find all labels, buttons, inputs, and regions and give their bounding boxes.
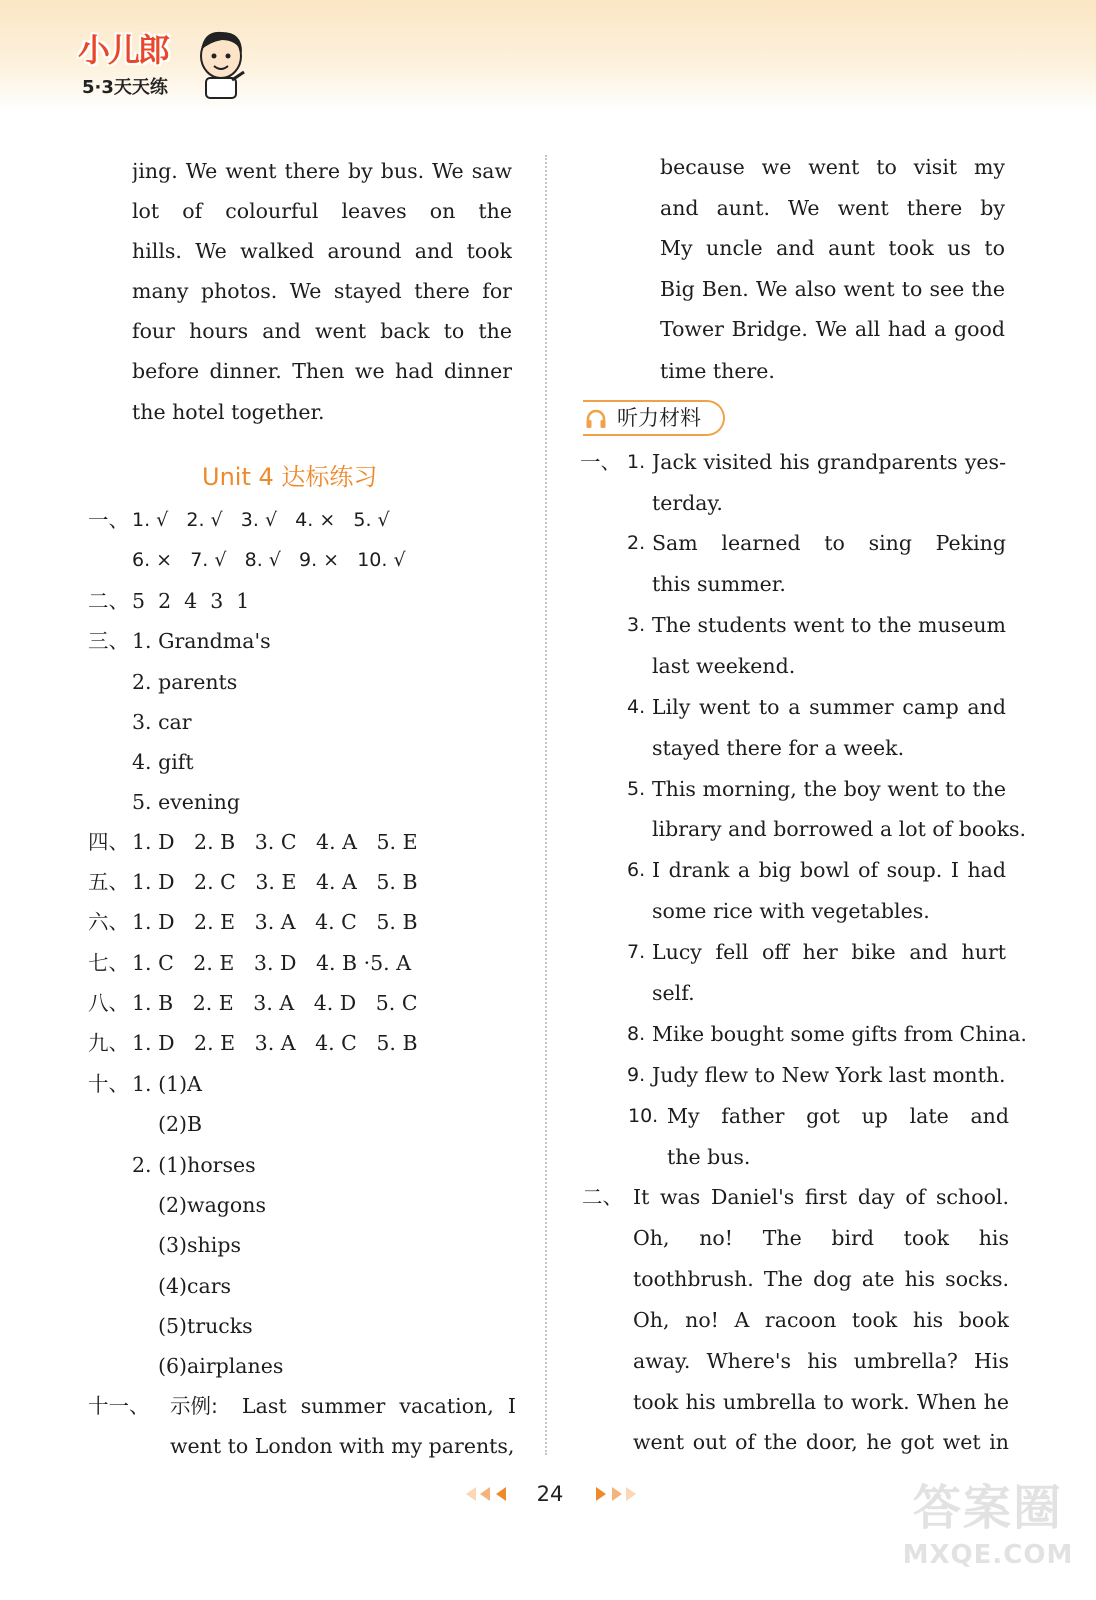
- answer-item: 3. car: [132, 710, 192, 734]
- passage-line: many photos. We stayed there for: [132, 279, 512, 303]
- answer-row: 1. B 2. E 3. A 4. D 5. C: [132, 991, 418, 1015]
- part-label: 二、: [582, 1185, 623, 1209]
- answer-item: 5. evening: [132, 790, 241, 814]
- passage-line: lot of colourful leaves on the: [132, 199, 512, 223]
- item-number: 10.: [628, 1105, 659, 1127]
- answer-row: 5 2 4 3 1: [132, 589, 250, 613]
- transcript-line: Sam learned to sing Peking: [652, 531, 1006, 555]
- transcript-line: took his umbrella to work. When he: [633, 1390, 1009, 1414]
- answer-label: 二、: [88, 589, 129, 613]
- transcript-line: My father got up late and: [667, 1104, 1009, 1128]
- answer-item: 2. parents: [132, 670, 238, 694]
- answer-label: 九、: [88, 1031, 129, 1055]
- logo-title: 小儿郎: [78, 31, 169, 69]
- passage-line: and aunt. We went there by: [660, 196, 1005, 220]
- answer-row: 1. D 2. E 3. A 4. C 5. B: [132, 1031, 418, 1055]
- transcript-line: Oh, no! A racoon took his book: [633, 1308, 1009, 1332]
- answer-item: (3)ships: [158, 1233, 241, 1257]
- answer-row: 1. D 2. B 3. C 4. A 5. E: [132, 830, 418, 854]
- answer-label: 一、: [88, 508, 129, 532]
- answer-item: Last summer vacation, I: [242, 1394, 516, 1418]
- answer-item: (2)B: [158, 1112, 203, 1136]
- passage-line: My uncle and aunt took us to: [660, 236, 1005, 260]
- transcript-line: self.: [652, 981, 695, 1005]
- passage-line: the hotel together.: [132, 400, 325, 424]
- watermark: [898, 1478, 1078, 1588]
- passage-line: before dinner. Then we had dinner: [132, 359, 512, 383]
- transcript-line: away. Where's his umbrella? His: [633, 1349, 1009, 1373]
- answer-label: 三、: [88, 629, 129, 653]
- answer-label: 十、: [88, 1072, 129, 1096]
- transcript-line: stayed there for a week.: [652, 736, 905, 760]
- listening-material-tag: [583, 400, 725, 436]
- answer-item: 2. (1)horses: [132, 1153, 256, 1177]
- answer-item: (5)trucks: [158, 1314, 253, 1338]
- transcript-line: terday.: [652, 491, 723, 515]
- answer-item: went to London with my parents,: [170, 1434, 515, 1458]
- headphones-icon: [585, 408, 607, 430]
- answer-item: 1. (1)A: [132, 1072, 202, 1096]
- transcript-line: Mike bought some gifts from China.: [652, 1022, 1027, 1046]
- watermark-bottom: MXQE.COM: [902, 1540, 1074, 1570]
- part-label: 一、: [580, 450, 621, 474]
- transcript-line: I drank a big bowl of soup. I had: [652, 858, 1006, 882]
- item-number: 6.: [627, 859, 646, 881]
- transcript-line: library and borrowed a lot of books.: [652, 817, 1027, 841]
- answer-label: 六、: [88, 910, 129, 934]
- transcript-line: toothbrush. The dog ate his socks.: [633, 1267, 1009, 1291]
- item-number: 5.: [627, 778, 646, 800]
- passage-line: because we went to visit my: [660, 155, 1005, 179]
- answer-row: 1. D 2. C 3. E 4. A 5. B: [132, 870, 418, 894]
- answer-row: 1. D 2. E 3. A 4. C 5. B: [132, 910, 418, 934]
- column-divider: [545, 155, 547, 1455]
- passage-line: time there.: [660, 359, 775, 383]
- transcript-line: Judy flew to New York last month.: [652, 1063, 1006, 1087]
- next-arrows-icon: [588, 1484, 640, 1504]
- answer-row: 1. √ 2. √ 3. √ 4. × 5. √: [132, 509, 390, 531]
- answer-item: (4)cars: [158, 1274, 232, 1298]
- answer-item: (6)airplanes: [158, 1354, 284, 1378]
- transcript-line: It was Daniel's first day of school.: [633, 1185, 1009, 1209]
- item-number: 7.: [627, 941, 646, 963]
- page-number: 24: [536, 1482, 564, 1506]
- answer-label: 八、: [88, 991, 129, 1015]
- answer-item: 4. gift: [132, 750, 194, 774]
- passage-line: hills. We walked around and took: [132, 239, 512, 263]
- transcript-line: The students went to the museum: [652, 613, 1006, 637]
- transcript-line: last weekend.: [652, 654, 796, 678]
- answer-label: 七、: [88, 951, 129, 975]
- answer-item: 1. Grandma's: [132, 629, 271, 653]
- answer-label: 五、: [88, 870, 129, 894]
- item-number: 9.: [627, 1064, 646, 1086]
- transcript-line: this summer.: [652, 572, 786, 596]
- answer-row: 1. C 2. E 3. D 4. B ·5. A: [132, 951, 412, 975]
- transcript-line: the bus.: [667, 1145, 751, 1169]
- passage-line: Tower Bridge. We all had a good: [660, 317, 1005, 341]
- transcript-line: Lucy fell off her bike and hurt: [652, 940, 1006, 964]
- page-header: [0, 0, 1096, 112]
- transcript-line: went out of the door, he got wet in: [633, 1430, 1009, 1454]
- item-number: 8.: [627, 1023, 646, 1045]
- transcript-line: Oh, no! The bird took his: [633, 1226, 1009, 1250]
- example-prefix: 示例:: [170, 1394, 218, 1418]
- section-title: Unit 4 达标练习: [202, 463, 378, 491]
- item-number: 1.: [627, 451, 646, 473]
- answer-item: (2)wagons: [158, 1193, 266, 1217]
- answer-label: 四、: [88, 830, 129, 854]
- passage-line: four hours and went back to the: [132, 319, 512, 343]
- answer-label: 十一、: [88, 1394, 150, 1418]
- watermark-top: 答案圈: [912, 1480, 1063, 1536]
- answer-row: 6. × 7. √ 8. √ 9. × 10. √: [132, 549, 406, 571]
- prev-arrows-icon: [462, 1484, 514, 1504]
- item-number: 2.: [627, 532, 646, 554]
- item-number: 3.: [627, 614, 646, 636]
- item-number: 4.: [627, 696, 646, 718]
- logo-subtitle: 5·3天天练: [82, 77, 168, 98]
- transcript-line: This morning, the boy went to the: [652, 777, 1006, 801]
- transcript-line: Jack visited his grandparents yes-: [652, 450, 1006, 474]
- listening-material-label: 听力材料: [617, 406, 701, 430]
- mascot-icon: [192, 26, 250, 102]
- transcript-line: Lily went to a summer camp and: [652, 695, 1006, 719]
- transcript-line: some rice with vegetables.: [652, 899, 930, 923]
- passage-line: Big Ben. We also went to see the: [660, 277, 1005, 301]
- passage-line: jing. We went there by bus. We saw: [132, 159, 512, 183]
